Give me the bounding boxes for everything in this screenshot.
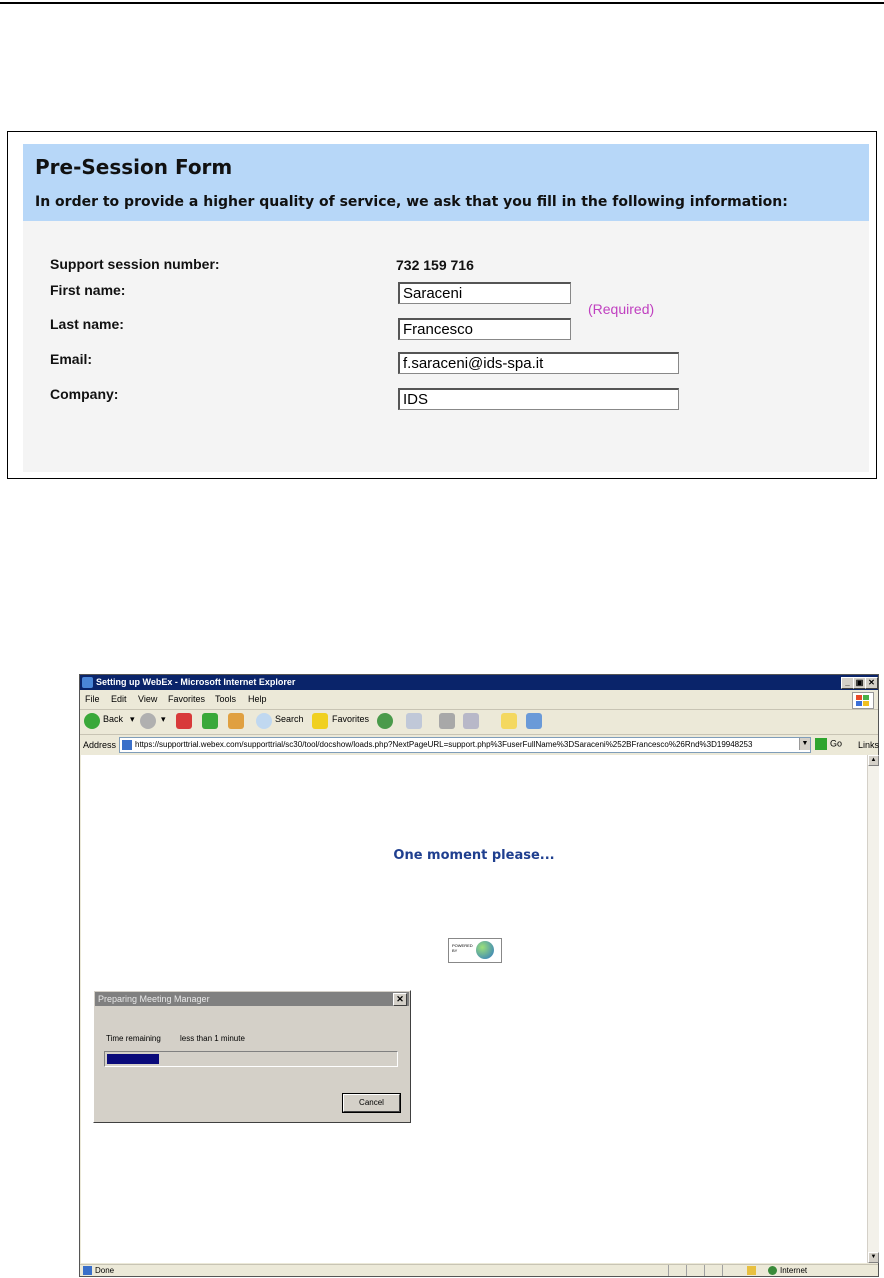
address-dropdown-icon[interactable]: ▼ <box>799 738 810 750</box>
form-header <box>23 144 869 221</box>
powered-by-webex-logo <box>448 938 502 963</box>
zone-text: Internet <box>780 1266 808 1275</box>
browser-title-bar <box>80 675 878 690</box>
cancel-button[interactable]: Cancel <box>343 1094 400 1112</box>
time-remaining-value: less than 1 minute <box>180 1034 245 1043</box>
dialog-title: Preparing Meeting Manager <box>98 994 210 1004</box>
search-icon[interactable] <box>256 713 272 729</box>
close-icon[interactable]: ✕ <box>865 677 878 689</box>
toolbar <box>80 710 878 735</box>
pre-session-form <box>23 144 869 472</box>
scroll-down-icon[interactable]: ▼ <box>868 1252 879 1263</box>
edit-icon[interactable] <box>463 713 479 729</box>
lock-icon <box>747 1266 756 1275</box>
menu-favorites[interactable]: Favorites <box>168 694 206 704</box>
back-button[interactable]: Back <box>103 714 124 724</box>
forward-dropdown-icon[interactable]: ▾ <box>161 714 166 724</box>
favorites-icon[interactable] <box>312 713 328 729</box>
first-name-field[interactable]: Saraceni <box>398 282 571 304</box>
first-name-label: First name: <box>50 282 126 298</box>
status-text: Done <box>95 1266 115 1275</box>
mail-icon[interactable] <box>406 713 422 729</box>
session-number-label: Support session number: <box>50 256 220 272</box>
required-note: (Required) <box>588 301 655 317</box>
go-button[interactable] <box>815 738 842 750</box>
status-cell <box>704 1265 723 1276</box>
internet-zone-icon <box>768 1266 777 1275</box>
form-title: Pre-Session Form <box>35 155 233 179</box>
page-content <box>81 755 867 1263</box>
menu-file[interactable]: File <box>85 694 100 704</box>
status-bar <box>80 1264 878 1277</box>
forward-icon[interactable] <box>140 713 156 729</box>
search-button[interactable]: Search <box>275 714 304 724</box>
address-url: https://supporttrial.webex.com/supporttrial/sc30/tool/docshow/loads.php?NextPageURL=support.php%3FuserFullName%3DSaraceni%252BFrancesco%26Rnd%3D19948253 <box>135 740 753 749</box>
stop-icon[interactable] <box>176 713 192 729</box>
status-cell <box>722 1265 741 1276</box>
session-number-value: 732 159 716 <box>396 257 474 273</box>
status-cell <box>668 1265 687 1276</box>
page-done-icon <box>83 1266 92 1275</box>
back-icon[interactable] <box>84 713 100 729</box>
browser-window <box>79 674 879 1277</box>
company-label: Company: <box>50 386 119 402</box>
form-subtitle: In order to provide a higher quality of service, we ask that you fill in the following information: <box>35 194 788 210</box>
vertical-scrollbar[interactable] <box>867 755 879 1263</box>
discuss-icon[interactable] <box>501 713 517 729</box>
address-label: Address <box>83 740 117 750</box>
pre-session-form-panel <box>7 131 877 479</box>
loading-message: One moment please... <box>393 848 555 863</box>
status-done <box>83 1266 114 1275</box>
scroll-up-icon[interactable]: ▲ <box>868 755 879 766</box>
internet-zone <box>768 1266 807 1275</box>
menu-bar <box>80 691 878 710</box>
webex-globe-icon <box>476 941 494 959</box>
go-arrow-icon <box>815 738 827 750</box>
go-label: Go <box>830 738 843 749</box>
dialog-title-bar <box>95 992 409 1006</box>
powered-by-text: POWERED BY <box>452 943 473 953</box>
progress-bar <box>104 1051 398 1067</box>
back-dropdown-icon[interactable]: ▾ <box>130 714 135 724</box>
menu-view[interactable]: View <box>138 694 158 704</box>
windows-logo-icon <box>852 692 874 709</box>
history-icon[interactable] <box>377 713 393 729</box>
minimize-icon[interactable]: _ <box>841 677 854 689</box>
favorites-button[interactable]: Favorites <box>332 714 370 724</box>
print-icon[interactable] <box>439 713 455 729</box>
menu-help[interactable]: Help <box>248 694 267 704</box>
status-cell <box>686 1265 705 1276</box>
address-input[interactable] <box>119 737 811 753</box>
address-bar <box>80 735 878 754</box>
refresh-icon[interactable] <box>202 713 218 729</box>
messenger-icon[interactable] <box>526 713 542 729</box>
preparing-dialog <box>93 990 411 1123</box>
email-label: Email: <box>50 351 93 367</box>
last-name-label: Last name: <box>50 316 124 332</box>
ie-icon <box>82 677 93 688</box>
top-rule <box>0 2 884 4</box>
last-name-field[interactable]: Francesco <box>398 318 571 340</box>
links-button[interactable]: Links <box>858 740 880 750</box>
company-field[interactable]: IDS <box>398 388 679 410</box>
home-icon[interactable] <box>228 713 244 729</box>
dialog-close-icon[interactable]: ✕ <box>393 993 407 1006</box>
menu-edit[interactable]: Edit <box>111 694 127 704</box>
time-remaining-label: Time remaining <box>106 1034 161 1043</box>
menu-tools[interactable]: Tools <box>215 694 237 704</box>
page-icon <box>122 740 132 750</box>
email-field[interactable]: f.saraceni@ids-spa.it <box>398 352 679 374</box>
browser-title: Setting up WebEx - Microsoft Internet Explorer <box>96 677 296 687</box>
restore-icon[interactable]: ▣ <box>853 677 866 689</box>
progress-fill <box>107 1054 159 1064</box>
